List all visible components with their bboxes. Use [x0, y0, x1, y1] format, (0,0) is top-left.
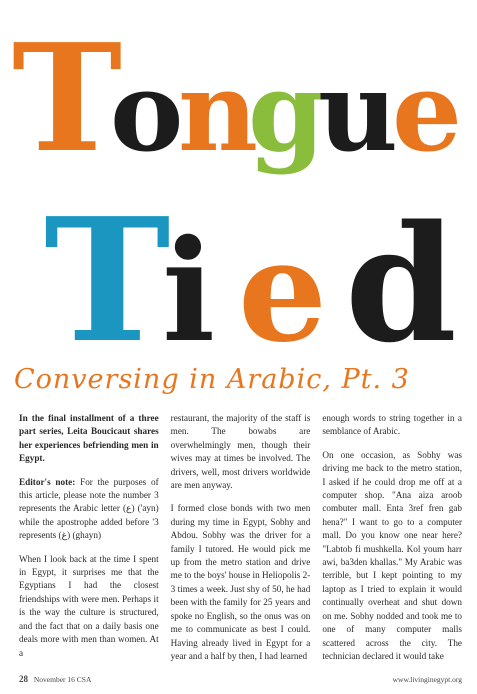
title-letter-d: d — [345, 190, 457, 370]
paragraph-3: I formed close bonds with two men during my time in Egypt, Sobhy and Abdou. Sobhy was the driver for a family I tutored. He would pick me up from the metro station and drive me to the boys' house in Heliopolis 2-3 times a week. Just shy of 50, he had been with the family for 25 years and spoke no English, so the onus was on me to communicate as best I could. Having already lived in Egypt for a year and a half by then, I had learned — [170, 503, 311, 661]
page-footer — [19, 674, 462, 684]
editors-note-text: For the purposes of this article, please note the number 3 represents the Arabic letter (ع) ('ayn) while the apostrophe added before '3 represents (غ) (ghayn) — [19, 476, 159, 541]
paragraph-5: On one occasion, as Sobhy was driving me back to the metro station, I asked if he could drop me off at a computer shop. "Ana aiza aroob combuter mall. Enta 3ref fren gab hena?" I want to go to a computer mall. Do you know one near here? "Labtob fi mushkella. Kol youm harr awi, ba3den khallas." My Arabic was terrible, but I kept pointing to my laptop as I tried to explain it would continually overheat and shut down on me. Sobhy nodded and took me to one of many computer malls scattered across the city. The technician declared it would take — [322, 449, 463, 661]
paragraph-2: restaurant, the majority of the staff is men. The bowabs are overwhelmingly men, though their wives may at times be involved. The drivers, well, most drivers worldwide are men anyway. — [170, 413, 311, 491]
title-letter-e1: e — [392, 47, 462, 176]
title-letter-u: u — [318, 47, 398, 176]
title-letter-e2: e — [238, 210, 328, 370]
article-subtitle: Conversing in Arabic, Pt. 3 — [14, 364, 410, 395]
editors-note-label: Editor's note: — [19, 476, 76, 487]
title-letter-T1: T — [12, 11, 123, 185]
article-body — [19, 412, 462, 667]
title-letter-i: i — [162, 210, 216, 370]
title-letter-g: g — [248, 47, 325, 176]
footer-left — [19, 674, 91, 684]
title-letter-o: o — [110, 47, 184, 176]
page-number: 28 — [19, 674, 28, 684]
article-intro: In the final installment of a three part series, Leita Boucicaut shares her experiences befriending men in Egypt. — [19, 413, 159, 464]
editors-note — [19, 476, 159, 543]
title-letter-T2: T — [44, 181, 171, 370]
column-2 — [171, 412, 311, 667]
column-3 — [322, 412, 462, 667]
paragraph-1: When I look back at the time I spent in Egypt, it surprises me that the Egyptians I had the closest friendships with were men. Perhaps it is the way the culture is structured, and the fact that on a daily basis one deals more with men than women. At a — [19, 553, 159, 658]
column-1 — [19, 412, 159, 667]
footer-url: www.livinginegypt.org — [392, 675, 462, 684]
issue-label: November 16 CSA — [33, 675, 92, 684]
title-letter-n: n — [178, 47, 258, 176]
paragraph-4: enough words to string together in a semblance of Arabic. — [322, 413, 463, 437]
